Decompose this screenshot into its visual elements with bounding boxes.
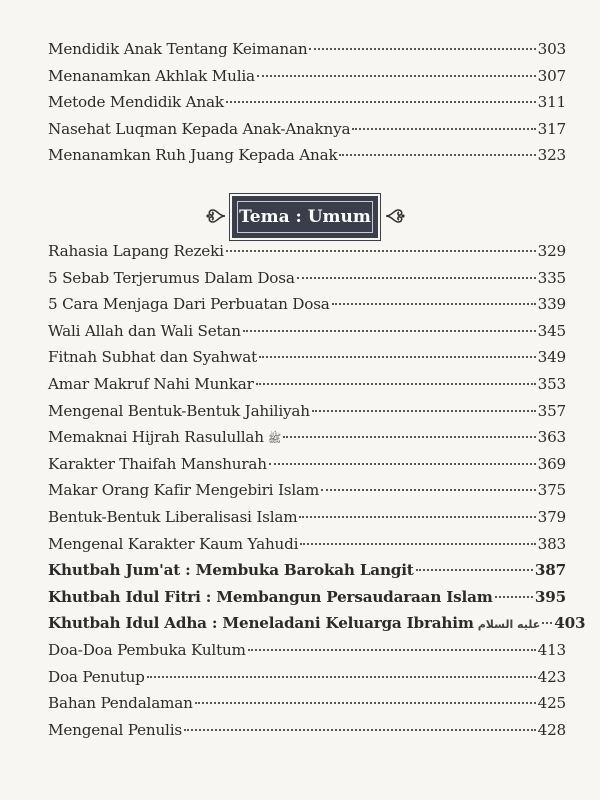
toc-entry-title: Doa Penutup	[48, 667, 145, 686]
dot-leader	[256, 383, 536, 385]
toc-entry	[48, 295, 566, 322]
toc-entry-title: 5 Sebab Terjerumus Dalam Dosa	[48, 268, 295, 287]
left-ornament-icon	[205, 204, 227, 228]
dot-leader	[299, 516, 535, 518]
toc-entry-title: Khutbah Idul Fitri : Membangun Persaudaraan Islam	[48, 587, 493, 606]
dot-leader	[147, 676, 536, 678]
toc-entry-page: 363	[537, 428, 566, 447]
toc-entry-page: 425	[537, 694, 566, 713]
toc-entry-page: 339	[537, 295, 566, 314]
dot-leader	[495, 596, 533, 598]
honorific-seal-icon: عليه السلام	[477, 618, 541, 632]
toc-entry-page: 353	[537, 374, 566, 393]
toc-entry	[48, 40, 566, 67]
dot-leader	[312, 410, 536, 412]
toc-entry	[48, 535, 566, 562]
dot-leader	[297, 277, 536, 279]
dot-leader	[283, 436, 535, 438]
toc-entry-page: 395	[534, 587, 566, 606]
section-banner	[0, 196, 600, 240]
toc-entry-page: 303	[537, 40, 566, 58]
toc-entry-title: Memaknai Hijrah Rasulullah	[48, 428, 264, 447]
toc-entry-title: Bahan Pendalaman	[48, 694, 193, 713]
dot-leader	[243, 330, 536, 332]
toc-entry-title: Rahasia Lapang Rezeki	[48, 242, 224, 260]
toc-entry	[48, 375, 566, 402]
toc-entry-page: 335	[537, 268, 566, 287]
dot-leader	[269, 463, 536, 465]
toc-entry	[48, 641, 566, 668]
toc-entry	[48, 481, 566, 508]
toc-entry-title: Doa-Doa Pembuka Kultum	[48, 640, 246, 659]
toc-entry-page: 357	[537, 401, 566, 420]
toc-entry	[48, 508, 566, 535]
toc-entry-title: Nasehat Luqman Kepada Anak-Anaknya	[48, 119, 351, 138]
dot-leader	[226, 101, 536, 103]
toc-entry	[48, 242, 566, 269]
toc-entry-page: 383	[537, 534, 566, 553]
toc-entry-page: 317	[537, 119, 566, 138]
dot-leader	[195, 702, 536, 704]
dot-leader	[259, 356, 536, 358]
toc-entry	[48, 455, 566, 482]
toc-entry	[48, 402, 566, 429]
toc-entry-page: 403	[554, 614, 586, 633]
dot-leader	[339, 154, 535, 156]
toc-entry-page: 311	[537, 93, 566, 112]
toc-entry	[48, 269, 566, 296]
toc-entry	[48, 93, 566, 120]
section-title-banner	[232, 196, 378, 238]
toc-entry-title: Menanamkan Ruh Juang Kepada Anak	[48, 146, 338, 165]
toc-entry-page: 329	[537, 242, 566, 260]
toc-entry-title: Khutbah Idul Adha : Meneladani Keluarga Ibrahim	[48, 614, 474, 633]
toc-entry-title: Fitnah Subhat dan Syahwat	[48, 348, 257, 367]
toc-entry	[48, 322, 566, 349]
dot-leader	[332, 303, 536, 305]
toc-entry-title: Karakter Thaifah Manshurah	[48, 454, 267, 473]
dot-leader	[248, 649, 536, 651]
dot-leader	[257, 75, 536, 77]
toc-entry-title: Wali Allah dan Wali Setan	[48, 321, 241, 340]
toc-entry-page: 323	[537, 146, 566, 165]
dot-leader	[416, 569, 533, 571]
toc-entry	[48, 428, 566, 455]
toc-entry-title: Bentuk-Bentuk Liberalisasi Islam	[48, 507, 298, 526]
toc-entry-page: 307	[537, 66, 566, 85]
toc-entry	[48, 721, 566, 748]
dot-leader	[542, 622, 552, 624]
toc-entry-page: 387	[534, 561, 566, 580]
toc-entry-page: 413	[537, 640, 566, 659]
dot-leader	[226, 250, 536, 252]
dot-leader	[309, 48, 535, 50]
toc-entry-page: 428	[537, 720, 566, 739]
dot-leader	[300, 543, 535, 545]
toc-entry-title: Amar Makruf Nahi Munkar	[48, 374, 254, 393]
toc-entry	[48, 348, 566, 375]
toc-entry	[48, 67, 566, 94]
toc-entry-page: 379	[537, 507, 566, 526]
toc-entry-page: 369	[537, 454, 566, 473]
section-title: Tema : Umum	[239, 207, 371, 227]
toc-entry-title: 5 Cara Menjaga Dari Perbuatan Dosa	[48, 295, 330, 314]
toc-entry-title: Mengenal Bentuk-Bentuk Jahiliyah	[48, 401, 310, 420]
toc-entry-page: 423	[537, 667, 566, 686]
right-ornament-icon	[384, 204, 406, 228]
toc-entry-title: Menanamkan Akhlak Mulia	[48, 66, 255, 85]
honorific-seal-icon: ﷺ	[267, 432, 282, 446]
toc-entry-title: Mengenal Penulis	[48, 720, 182, 739]
toc-entry	[48, 146, 566, 173]
toc-entry-title: Mendidik Anak Tentang Keimanan	[48, 40, 308, 58]
toc-entry-title: Makar Orang Kafir Mengebiri Islam	[48, 481, 320, 500]
toc-section-parenting	[48, 40, 566, 173]
toc-entry	[48, 588, 566, 615]
toc-entry-page: 349	[537, 348, 566, 367]
toc-entry-title: Mengenal Karakter Kaum Yahudi	[48, 534, 299, 553]
toc-entry	[48, 120, 566, 147]
toc-entry-title: Metode Mendidik Anak	[48, 93, 224, 112]
dot-leader	[184, 729, 536, 731]
toc-entry	[48, 668, 566, 695]
toc-entry-page: 345	[537, 321, 566, 340]
toc-entry	[48, 694, 566, 721]
toc-entry-page: 375	[537, 481, 566, 500]
toc-entry-title: Khutbah Jum'at : Membuka Barokah Langit	[48, 561, 414, 580]
dot-leader	[352, 128, 535, 130]
dot-leader	[321, 489, 536, 491]
toc-entry	[48, 614, 586, 641]
toc-section-general	[48, 242, 586, 747]
toc-entry	[48, 561, 566, 588]
